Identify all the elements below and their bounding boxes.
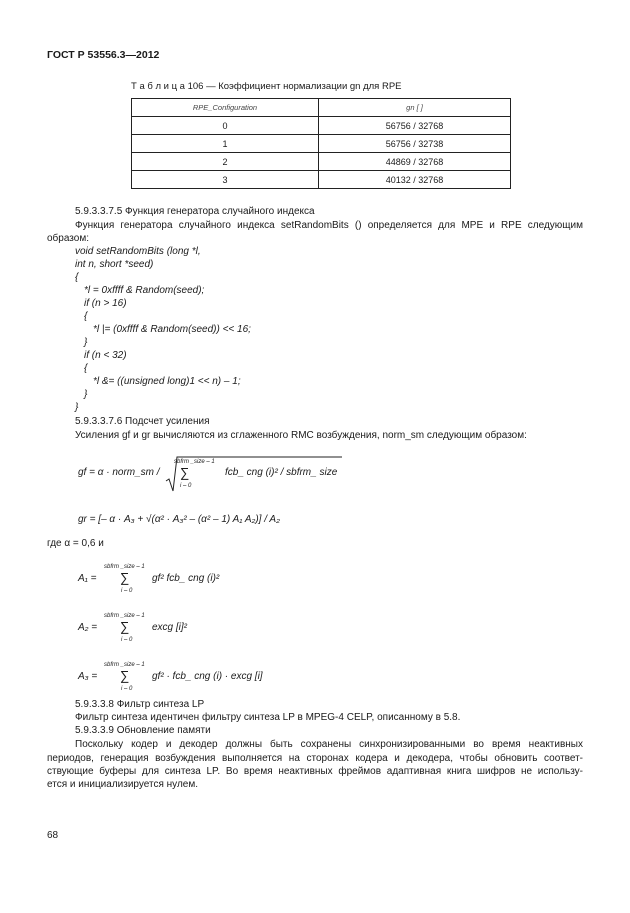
- sum-sign: ∑: [120, 619, 130, 634]
- section-title-gain: 5.9.3.3.7.6 Подсчет усиления: [75, 416, 210, 427]
- formula-a3-sum-upper: sbfrm _size – 1: [104, 662, 145, 668]
- section-title-lp-filter: 5.9.3.3.8 Фильтр синтеза LP: [75, 699, 205, 710]
- column-header-rpe-configuration: RPE_Configuration: [132, 99, 319, 117]
- code-line: int n, short *seed): [75, 259, 154, 270]
- paragraph-memory-update-line4: ется и инициализируется нулем.: [47, 779, 198, 790]
- formula-a2-sum-lower: i – 0: [121, 637, 133, 643]
- sum-sign: ∑: [180, 465, 190, 480]
- table-cell: 40132 / 32768: [319, 171, 511, 189]
- code-line: {: [75, 272, 79, 283]
- formula-a3-body: gf² · fcb_ cng (i) · excg [i]: [152, 671, 263, 682]
- table-row: [132, 117, 511, 135]
- normalization-table: [131, 98, 511, 189]
- code-line: }: [84, 337, 88, 348]
- formula-a2-lhs: A₂ =: [78, 622, 98, 633]
- standard-header: ГОСТ Р 53556.3—2012: [47, 49, 160, 61]
- code-line: }: [75, 402, 79, 413]
- code-line: *l = 0xffff & Random(seed);: [84, 285, 205, 296]
- formula-gr: gr = [– α · A₃ + √(α² · A₃² – (α² – 1) A₁ A₂)] / A₂: [78, 514, 280, 525]
- paragraph-random-index-line1: Функция генератора случайного индекса setRandomBits () определяется для MPE и RPE следующим: [75, 220, 583, 231]
- formula-gf-sum-lower: i – 0: [180, 483, 192, 489]
- code-line: {: [84, 311, 88, 322]
- table-cell: 1: [132, 135, 319, 153]
- formula-a3-lhs: A₃ =: [78, 671, 98, 682]
- sum-sign: ∑: [120, 668, 130, 683]
- table-row: [132, 135, 511, 153]
- section-title-memory-update: 5.9.3.3.9 Обновление памяти: [75, 725, 211, 736]
- formula-a2-body: excg [i]²: [152, 622, 188, 633]
- column-header-gn: gn [ ]: [319, 99, 511, 117]
- formula-a3-sum-lower: i – 0: [121, 686, 133, 692]
- formula-gf-body: fcb_ cng (i)² / sbfrm_ size: [225, 467, 338, 478]
- section-title-random-index: 5.9.3.3.7.5 Функция генератора случайного индекса: [75, 206, 315, 217]
- paragraph-memory-update-line1: Поскольку кодер и декодер должны быть сохранены синхронизированными во время неактивных: [75, 739, 583, 750]
- paragraph-random-index-line2: образом:: [47, 233, 89, 244]
- formula-a1-sum-upper: sbfrm _size – 1: [104, 564, 145, 570]
- formula-gf-lhs: gf = α · norm_sm /: [78, 467, 160, 478]
- paragraph-lp-filter: Фильтр синтеза идентичен фильтру синтеза LP в MPEG-4 CELP, описанному в 5.8.: [75, 712, 461, 723]
- sum-sign: ∑: [120, 570, 130, 585]
- code-line: {: [84, 363, 88, 374]
- table-cell: 0: [132, 117, 319, 135]
- code-line: if (n > 16): [84, 298, 127, 309]
- formula-a2-sum-upper: sbfrm _size – 1: [104, 613, 145, 619]
- code-line: *l |= (0xffff & Random(seed)) << 16;: [93, 324, 251, 335]
- code-line: void setRandomBits (long *l,: [75, 246, 201, 257]
- table-cell: 3: [132, 171, 319, 189]
- code-line: if (n < 32): [84, 350, 127, 361]
- table-cell: 2: [132, 153, 319, 171]
- code-line: *l &= ((unsigned long)1 << n) – 1;: [93, 376, 241, 387]
- page-number: 68: [47, 830, 59, 841]
- formula-gf-sum-upper: sbfrm _size – 1: [174, 459, 215, 465]
- paragraph-memory-update-line3: ствующие буферы для синтеза LP. Во время неактивных фреймов адаптивная книга шифров не использу-: [47, 766, 583, 777]
- paragraph-gain: Усиления gf и gr вычисляются из сглаженного RMC возбуждения, norm_sm следующим образом:: [75, 430, 527, 441]
- table-caption: Т а б л и ц а 106 — Коэффициент нормализации gn для RPE: [131, 81, 402, 92]
- table-cell: 44869 / 32768: [319, 153, 511, 171]
- formula-a1-lhs: A₁ =: [78, 573, 97, 584]
- formula-a1-sum-lower: i – 0: [121, 588, 133, 594]
- where-alpha: где α = 0,6 и: [47, 538, 104, 549]
- formula-a1-body: gf² fcb_ cng (i)²: [152, 573, 220, 584]
- code-line: }: [84, 389, 88, 400]
- table-row: [132, 171, 511, 189]
- table-cell: 56756 / 32738: [319, 135, 511, 153]
- paragraph-memory-update-line2: периодов, генерация возбуждения выполняется на сторонах кодера и декодера, чтобы обновить соответ-: [47, 753, 583, 764]
- table-cell: 56756 / 32768: [319, 117, 511, 135]
- table-row: [132, 153, 511, 171]
